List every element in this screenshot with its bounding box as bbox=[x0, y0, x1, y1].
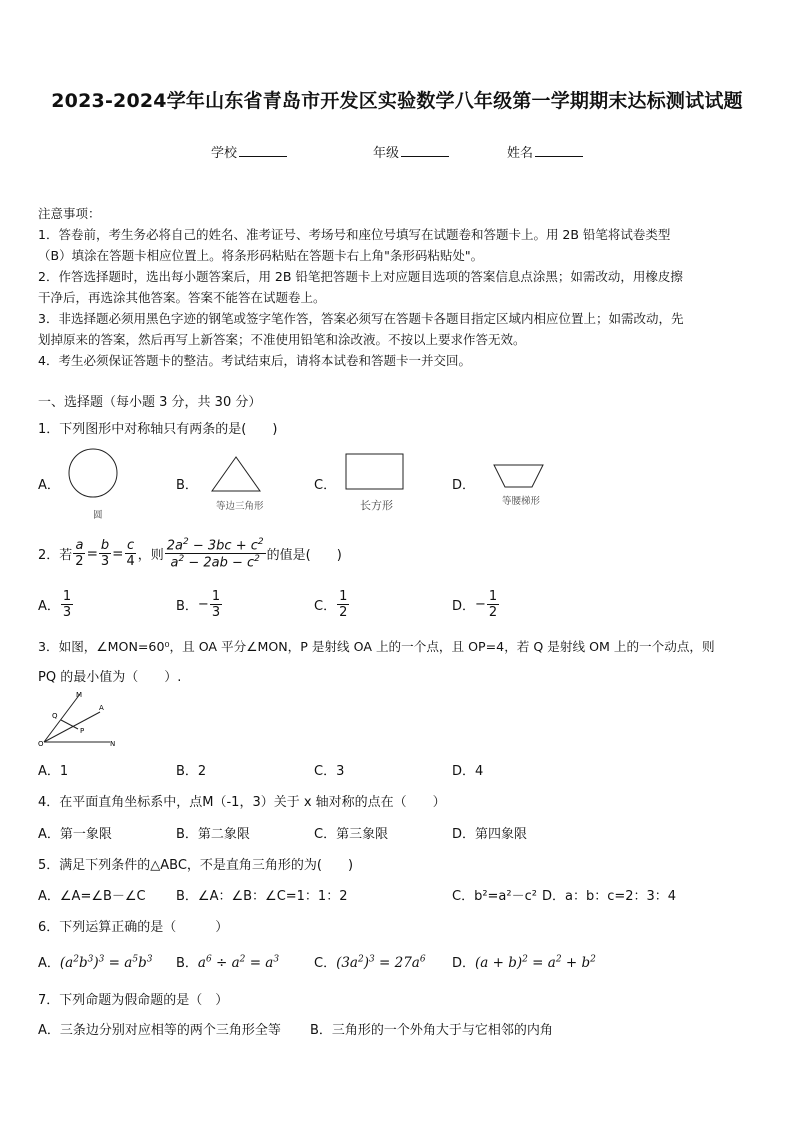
notes-heading: 注意事项： bbox=[38, 206, 101, 221]
q1-caption-a: 圆 bbox=[93, 510, 103, 521]
q5-option-a: A．∠A=∠B－∠C bbox=[38, 889, 146, 904]
q2-option-b: B． − $\frac{1}{3}$ bbox=[176, 589, 221, 620]
q3-option-c: C．3 bbox=[314, 764, 345, 779]
q7-stem: 7．下列命题为假命题的是（ ） bbox=[38, 993, 229, 1008]
q2-option-d: D． − $\frac{1}{2}$ bbox=[452, 589, 498, 620]
q5-option-c: C．b²=a²－c² bbox=[452, 889, 537, 904]
q7-option-a: A．三条边分别对应相等的两个三角形全等 bbox=[38, 1023, 281, 1038]
note-1b: （B）填涂在答题卡相应位置上。将条形码粘贴在答题卡右上角"条形码粘贴处"。 bbox=[38, 248, 484, 263]
q5-option-d: D．a：b：c=2：3：4 bbox=[542, 889, 677, 904]
page-title: 2023-2024学年山东省青岛市开发区实验数学八年级第一学期期末达标测试试题 bbox=[51, 90, 743, 112]
rectangle-figure bbox=[344, 452, 406, 492]
q6-option-c: C．$(3a^2)^3 = 27a^6$ bbox=[314, 954, 426, 971]
school-field bbox=[211, 142, 287, 161]
frac-c-4: $\frac{c}{4}$ bbox=[126, 538, 135, 570]
q1-label-c: C． bbox=[314, 478, 337, 493]
q3-option-d: D．4 bbox=[452, 764, 484, 779]
school-label: 学校 bbox=[211, 146, 238, 161]
q1-caption-b: 等边三角形 bbox=[216, 501, 264, 512]
q1-caption-c: 长方形 bbox=[360, 499, 393, 512]
circle-figure bbox=[66, 446, 122, 502]
q6-option-d: D．$(a + b)^2 = a^2 + b^2$ bbox=[452, 954, 596, 971]
q6-stem: 6．下列运算正确的是（ ） bbox=[38, 920, 229, 935]
q4-option-c: C．第三象限 bbox=[314, 827, 389, 842]
fig-label-n: N bbox=[110, 740, 116, 748]
q2-option-a: A． $\frac{1}{3}$ bbox=[38, 589, 72, 620]
grade-field bbox=[373, 142, 449, 161]
q2-prefix: 2．若 bbox=[38, 548, 73, 564]
angle-figure bbox=[36, 688, 126, 748]
note-3b: 划掉原来的答案，然后再写上新答案；不准使用铅笔和涂改液。不按以上要求作答无效。 bbox=[38, 332, 526, 347]
name-label: 姓名 bbox=[507, 146, 534, 161]
q6-option-a: A．$(a^2b^3)^3 = a^5b^3$ bbox=[38, 954, 153, 971]
q1-label-a: A． bbox=[38, 478, 60, 493]
fig-label-p: P bbox=[80, 727, 85, 735]
name-blank bbox=[535, 144, 583, 157]
q5-option-b: B．∠A：∠B：∠C=1：1：2 bbox=[176, 889, 348, 904]
trapezoid-figure bbox=[492, 462, 546, 490]
q4-option-b: B．第二象限 bbox=[176, 827, 250, 842]
q3-option-a: A．1 bbox=[38, 764, 69, 779]
note-2a: 2．作答选择题时，选出每小题答案后，用 2B 铅笔把答题卡上对应题目选项的答案信息点涂黑；如需改动，用橡皮擦 bbox=[38, 269, 683, 284]
q1-caption-d: 等腰梯形 bbox=[502, 496, 541, 507]
name-field bbox=[507, 142, 583, 161]
q5-stem: 5．满足下列条件的△ABC，不是直角三角形的为( ) bbox=[38, 858, 354, 873]
note-1a: 1．答卷前，考生务必将自己的姓名、准考证号、考场号和座位号填写在试题卷和答题卡上。用 2B 铅笔将试卷类型 bbox=[38, 227, 671, 242]
grade-label: 年级 bbox=[373, 146, 400, 161]
note-4: 4．考生必须保证答题卡的整洁。考试结束后，请将本试卷和答题卡一并交回。 bbox=[38, 353, 471, 368]
q3-line-2: PQ 的最小值为（ ）. bbox=[38, 670, 182, 685]
q7-option-b: B．三角形的一个外角大于与它相邻的内角 bbox=[310, 1023, 553, 1038]
note-2b: 干净后，再选涂其他答案。答案不能答在试题卷上。 bbox=[38, 290, 326, 305]
q2-suffix: 的值是( ) bbox=[266, 548, 342, 564]
frac-expression: $\frac{2a^2 - 3bc + c^2}{a^2 - 2ab - c^2}$ bbox=[166, 537, 264, 571]
fig-label-q: Q bbox=[52, 712, 58, 720]
q1-stem: 1．下列图形中对称轴只有两条的是( ) bbox=[38, 422, 278, 437]
note-3a: 3．非选择题必须用黑色字迹的钢笔或签字笔作答，答案必须写在答题卡各题目指定区域内相应位置上；如需改动，先 bbox=[38, 311, 684, 326]
q1-label-d: D． bbox=[452, 478, 476, 493]
fig-label-m: M bbox=[76, 691, 83, 699]
grade-blank bbox=[401, 144, 449, 157]
triangle-figure bbox=[208, 454, 264, 494]
q4-stem: 4．在平面直角坐标系中，点M（-1，3）关于 x 轴对称的点在（ ） bbox=[38, 795, 446, 810]
school-blank bbox=[239, 144, 287, 157]
q6-option-b: B．$a^6 \div a^2 = a^3$ bbox=[176, 954, 280, 971]
q4-option-d: D．第四象限 bbox=[452, 827, 528, 842]
fig-label-o: O bbox=[38, 740, 44, 748]
q1-label-b: B． bbox=[176, 478, 198, 493]
q4-option-a: A．第一象限 bbox=[38, 827, 112, 842]
q2-option-c: C． $\frac{1}{2}$ bbox=[314, 589, 348, 620]
q2-mid: ，则 bbox=[137, 548, 164, 564]
fig-label-a: A bbox=[99, 704, 104, 712]
frac-a-2: $\frac{a}{2}$ bbox=[75, 538, 84, 570]
q3-line-1: 3．如图，∠MON=60⁰，且 OA 平分∠MON，P 是射线 OA 上的一个点，且 OP=4，若 Q 是射线 OM 上的一个动点，则 bbox=[38, 639, 715, 654]
q2-stem: 2．若 $\frac{a}{2}$ = $\frac{b}{3}$ = $\frac{c}{4}$ ，则 $\frac{2a^2 - 3bc + c^2}{a^2 - 2ab - c^2}$ 的值是( ) bbox=[38, 537, 342, 571]
section-heading: 一、选择题（每小题 3 分，共 30 分） bbox=[38, 395, 262, 410]
frac-b-3: $\frac{b}{3}$ bbox=[100, 538, 110, 570]
q3-option-b: B．2 bbox=[176, 764, 207, 779]
